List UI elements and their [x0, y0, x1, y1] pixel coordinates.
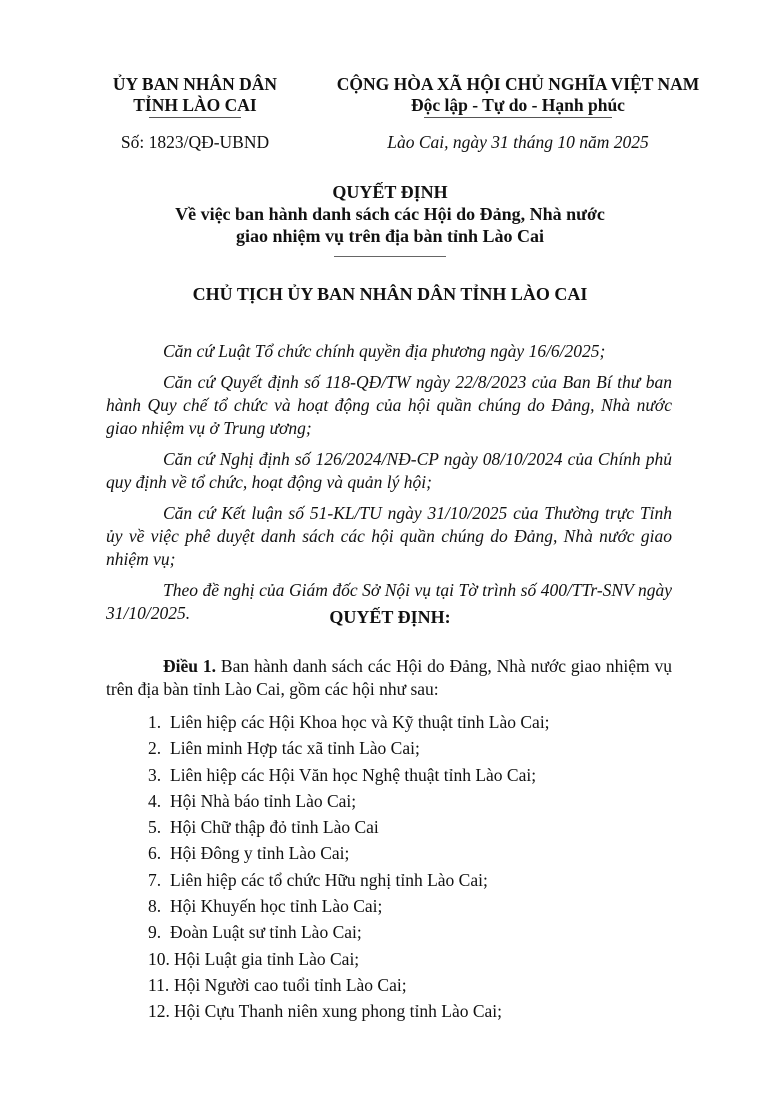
legal-bases — [106, 340, 672, 633]
list-item — [148, 735, 668, 761]
subject-line-1: Về việc ban hành danh sách các Hội do Đảng, Nhà nước — [175, 204, 605, 224]
list-number: 11. — [148, 974, 170, 995]
organization-list — [148, 709, 668, 1025]
list-number: 12. — [148, 1001, 170, 1022]
list-item — [148, 998, 668, 1024]
list-item — [148, 762, 668, 788]
legal-basis-item: Căn cứ Quyết định số 118-QĐ/TW ngày 22/8/2023 của Ban Bí thư ban hành Quy chế tổ chức và hoạt động của hội quần chúng do Đảng, Nhà nước giao nhiệm vụ ở Trung ương; — [106, 372, 672, 438]
national-heading-block — [318, 74, 718, 153]
organization-name: Hội Nhà báo tỉnh Lào Cai; — [170, 790, 357, 811]
organization-name: Liên hiệp các tổ chức Hữu nghị tỉnh Lào Cai; — [170, 869, 488, 890]
legal-basis-item: Căn cứ Nghị định số 126/2024/NĐ-CP ngày 08/10/2024 của Chính phủ quy định về tổ chức, hoạt động và quản lý hội; — [106, 449, 672, 492]
article-1-text: Ban hành danh sách các Hội do Đảng, Nhà nước giao nhiệm vụ trên địa bàn tỉnh Lào Cai, gồm các hội như sau: — [106, 656, 672, 699]
national-motto: Độc lập - Tự do - Hạnh phúc — [411, 95, 625, 115]
motto-underline — [424, 117, 612, 118]
list-number: 10. — [148, 948, 170, 969]
organization-name: Hội Chữ thập đỏ tỉnh Lào Cai — [170, 817, 379, 838]
list-number: 3. — [148, 764, 162, 785]
document-number: Số: 1823/QĐ-UBND — [120, 132, 270, 152]
list-item — [148, 814, 668, 840]
list-item — [148, 709, 668, 735]
legal-basis-item: Căn cứ Kết luận số 51-KL/TU ngày 31/10/2025 của Thường trực Tỉnh ủy về việc phê duyệt danh sách các hội quần chúng do Đảng, Nhà nước giao nhiệm vụ; — [106, 503, 672, 569]
list-item — [148, 867, 668, 893]
list-number: 5. — [148, 817, 162, 838]
title-block — [0, 182, 780, 257]
place-date: Lào Cai, ngày 31 tháng 10 năm 2025 — [387, 132, 649, 152]
list-item — [148, 972, 668, 998]
subject-line-2: giao nhiệm vụ trên địa bàn tỉnh Lào Cai — [235, 226, 545, 246]
organization-name: Hội Cựu Thanh niên xung phong tỉnh Lào Cai; — [174, 1001, 503, 1022]
list-item — [148, 788, 668, 814]
legal-basis-item: Căn cứ Luật Tổ chức chính quyền địa phương ngày 16/6/2025; — [163, 341, 606, 361]
organization-name: Hội Đông y tỉnh Lào Cai; — [170, 843, 350, 864]
organization-name: Đoàn Luật sư tỉnh Lào Cai; — [170, 922, 362, 943]
issuer-line-2: TỈNH LÀO CAI — [133, 95, 257, 115]
issuer-underline — [149, 117, 241, 118]
article-1 — [106, 655, 672, 701]
title-divider — [334, 256, 446, 257]
article-1-label: Điều 1. — [163, 656, 217, 676]
organization-name: Hội Khuyến học tỉnh Lào Cai; — [170, 896, 383, 917]
list-item — [148, 893, 668, 919]
nation-name: CỘNG HÒA XÃ HỘI CHỦ NGHĨA VIỆT NAM — [336, 74, 700, 94]
issuer-line-1: ỦY BAN NHÂN DÂN — [112, 74, 278, 94]
list-number: 6. — [148, 843, 162, 864]
organization-name: Hội Luật gia tỉnh Lào Cai; — [174, 948, 360, 969]
document-type: QUYẾT ĐỊNH — [332, 182, 448, 202]
issuing-authority: CHỦ TỊCH ỦY BAN NHÂN DÂN TỈNH LÀO CAI — [192, 284, 588, 304]
list-number: 2. — [148, 738, 162, 759]
list-item — [148, 946, 668, 972]
list-number: 1. — [148, 712, 162, 732]
list-number: 8. — [148, 896, 162, 917]
organization-name: Liên hiệp các Hội Văn học Nghệ thuật tỉnh Lào Cai; — [170, 764, 537, 785]
organization-name: Liên hiệp các Hội Khoa học và Kỹ thuật tỉnh Lào Cai; — [170, 712, 550, 732]
list-number: 7. — [148, 869, 162, 890]
decision-heading: QUYẾT ĐỊNH: — [329, 607, 451, 627]
legal-basis-item: Theo đề nghị của Giám đốc Sở Nội vụ tại Tờ trình số 400/TTr-SNV ngày 31/10/2025. — [106, 580, 672, 623]
issuer-block — [100, 74, 290, 153]
organization-name: Liên minh Hợp tác xã tỉnh Lào Cai; — [170, 738, 420, 759]
list-item — [148, 919, 668, 945]
list-number: 4. — [148, 790, 162, 811]
list-item — [148, 840, 668, 866]
organization-name: Hội Người cao tuổi tỉnh Lào Cai; — [174, 974, 407, 995]
list-number: 9. — [148, 922, 162, 943]
